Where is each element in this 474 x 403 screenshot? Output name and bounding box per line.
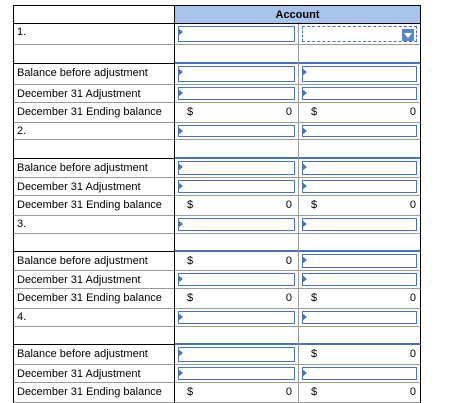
computed-value: 0 [285,292,292,304]
account-select-1a[interactable] [178,26,295,42]
account-dropdown-cell-2 [299,24,421,45]
section-3-row [13,216,421,234]
amount-input[interactable] [178,180,295,193]
account-select-4a[interactable] [178,311,295,324]
currency-symbol: $ [311,292,318,304]
table-row [13,178,421,196]
row-label: Balance before adjustment [13,159,175,178]
amount-input[interactable] [302,273,417,286]
table-row [13,383,421,403]
currency-symbol: $ [187,292,194,304]
table-row [13,252,421,271]
account-select-4b[interactable] [302,311,417,324]
table-row [13,140,421,159]
currency-symbol: $ [187,255,194,267]
row-label: December 31 Ending balance [13,289,175,309]
account-select-3a[interactable] [178,218,295,231]
adjustment-table [13,5,421,399]
section-number: 3. [13,216,175,234]
computed-value: 0 [409,292,416,304]
currency-symbol: $ [187,106,194,118]
amount-input[interactable] [302,161,417,175]
account-dropdown-cell-1 [175,24,299,45]
table-header [13,5,421,24]
section-number: 1. [13,24,175,45]
computed-value: 0 [285,255,292,267]
row-label: December 31 Adjustment [13,85,175,103]
section-4-row [13,309,421,327]
table-row [13,159,421,178]
table-row [13,289,421,309]
section-number: 4. [13,309,175,327]
amount-input[interactable] [178,347,295,362]
account-select-2a[interactable] [178,125,295,137]
table-row [13,327,421,345]
row-label: Balance before adjustment [13,252,175,271]
row-label: December 31 Adjustment [13,365,175,383]
account-select-3b[interactable] [302,218,417,231]
header-blank-cell [13,5,175,24]
computed-value: 0 [285,106,292,118]
section-1-row [13,24,421,45]
computed-value: 0 [409,386,416,398]
table-row [13,196,421,216]
amount-input[interactable] [302,254,417,268]
computed-value: 0 [409,199,416,211]
table-row [13,103,421,123]
amount-input[interactable] [178,87,295,100]
amount-input[interactable] [302,180,417,193]
account-select-2b[interactable] [302,125,417,137]
row-label: Balance before adjustment [13,64,175,85]
computed-value: 0 [285,386,292,398]
account-select-1b[interactable] [302,26,417,42]
amount-input[interactable] [178,161,295,175]
chevron-down-icon[interactable] [402,29,414,41]
row-label: Balance before adjustment [13,345,175,365]
amount-input[interactable] [302,66,417,82]
row-label: December 31 Ending balance [13,196,175,216]
table-row [13,345,421,365]
table-row [13,64,421,85]
currency-symbol: $ [187,199,194,211]
amount-input[interactable] [302,87,417,100]
currency-symbol: $ [187,386,194,398]
currency-symbol: $ [311,386,318,398]
row-label: December 31 Ending balance [13,383,175,403]
section-number: 2. [13,123,175,140]
amount-input[interactable] [178,66,295,82]
currency-symbol: $ [311,199,318,211]
row-label: December 31 Adjustment [13,271,175,289]
currency-symbol: $ [311,106,318,118]
table-row [13,85,421,103]
table-row [13,234,421,252]
amount-input[interactable] [178,273,295,286]
computed-value: 0 [285,199,292,211]
amount-input[interactable] [302,367,417,380]
computed-value: 0 [409,348,416,360]
computed-value: 0 [409,106,416,118]
table-row [13,45,421,64]
account-header: Account [175,5,421,24]
table-row [13,365,421,383]
row-label: December 31 Ending balance [13,103,175,123]
table-row [13,271,421,289]
amount-input[interactable] [178,367,295,380]
row-label: December 31 Adjustment [13,178,175,196]
currency-symbol: $ [311,348,318,360]
section-2-row [13,123,421,140]
